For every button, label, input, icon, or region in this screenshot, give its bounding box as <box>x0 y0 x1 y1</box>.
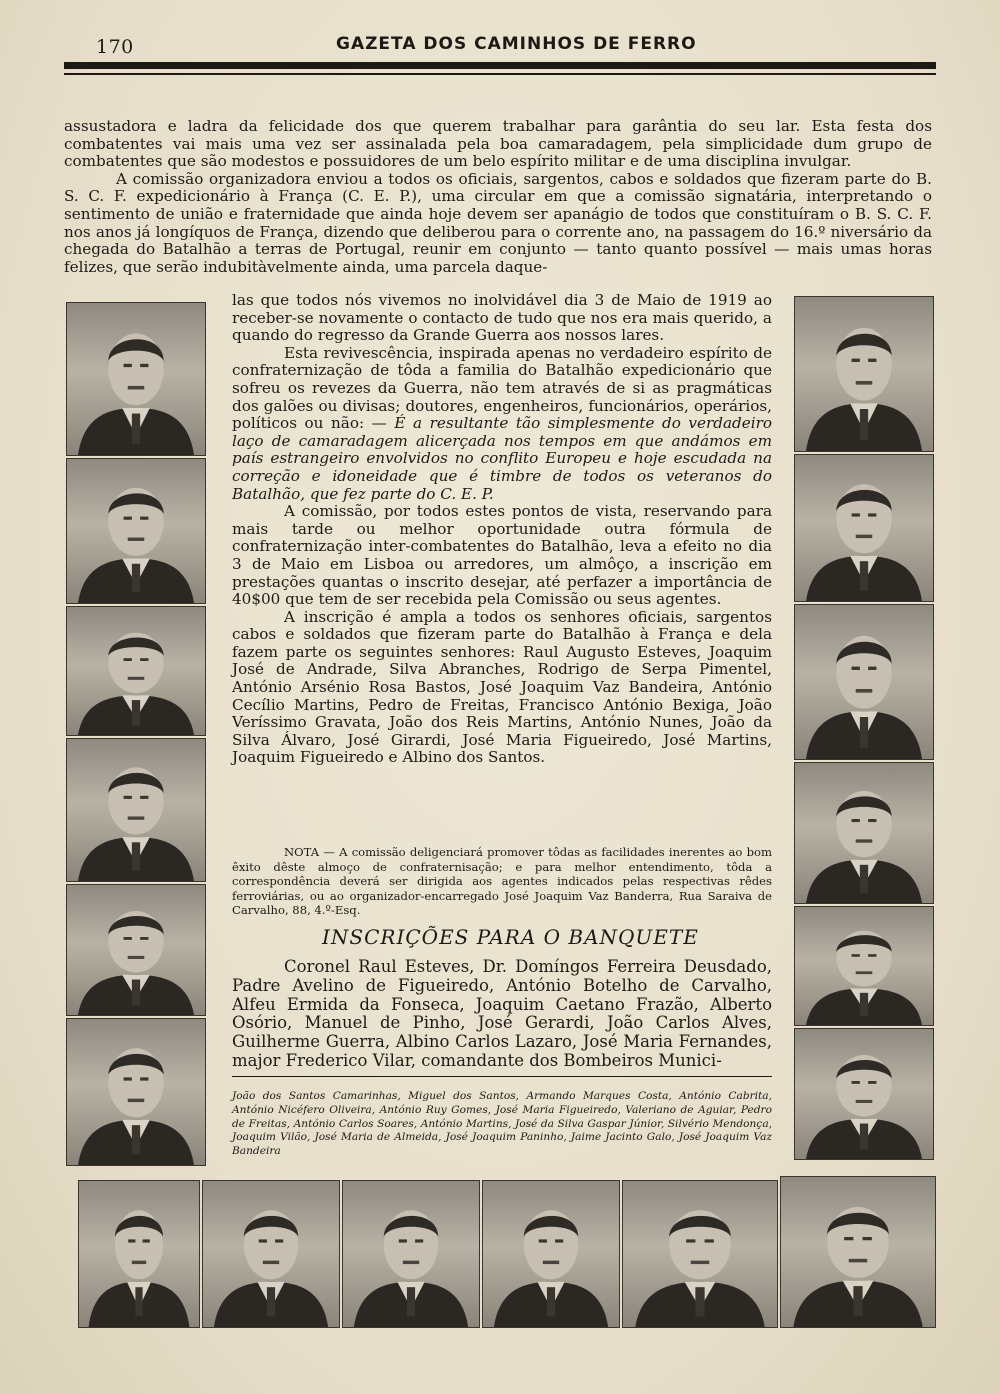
portrait-photo <box>622 1180 778 1328</box>
portrait-silhouette <box>795 1029 933 1159</box>
portrait-photo <box>342 1180 480 1328</box>
paragraph-2-italic-text: É a resultante tão simplesmente do verdadeiro laço de camaradagem alicerçada nos tempos em que andámos em país estrangeiro envolvidos no conflito Europeu e hoje escudada na correção e idoneidade que é timbre de todos os veteranos do Batalhão, que fez parte do C. E. P. <box>232 414 772 503</box>
portrait-photo <box>794 604 934 760</box>
publication-title: GAZETA DOS CAMINHOS DE FERRO <box>336 34 697 54</box>
additional-names: João dos Santos Camarinhas, Miguel dos Santos, Armando Marques Costa, António Cabrita, António Nicéfero Oliveira, António Ruy Gomes, José Maria Figueiredo, Valeriano de Aguiar, Pedro de Freitas, António Carlos Soares, António Martins, José da Silva Gaspar Júnior, Silvério Mendonça, Joaquim Vilão, José Maria de Almeida, José Joaquim Paninho, Jaime Jacinto Galo, José Joaquim Vaz Bandeira <box>232 1090 772 1158</box>
portrait-photo <box>794 1028 934 1160</box>
paragraph-2-text: Esta revivescência, inspirada apenas no verdadeiro espírito de confraternização de tôda a familia do Batalhão expedicionário que sofreu os revezes da Guerra, não tem através de si as pragmáticas dos galões ou divisas; doutores, engenheiros, funcionários, operários, políticos ou não: — <box>232 343 772 433</box>
intro-text <box>64 118 932 276</box>
portrait-photo <box>66 458 206 604</box>
portrait-silhouette <box>795 763 933 903</box>
nota-text <box>232 845 772 918</box>
page-number: 170 <box>96 36 134 58</box>
portrait-photo <box>202 1180 340 1328</box>
portrait-silhouette <box>795 605 933 759</box>
portrait-photo <box>66 884 206 1016</box>
portrait-silhouette <box>795 455 933 601</box>
portrait-photo <box>794 296 934 452</box>
portrait-photo <box>66 302 206 456</box>
portrait-photo <box>794 906 934 1026</box>
portrait-silhouette <box>483 1181 619 1327</box>
portrait-photo <box>780 1176 936 1328</box>
portrait-photo <box>66 738 206 882</box>
portrait-silhouette <box>343 1181 479 1327</box>
portrait-silhouette <box>795 297 933 451</box>
portrait-photo <box>66 606 206 736</box>
banquet-list <box>232 958 772 1071</box>
portrait-silhouette <box>79 1181 199 1327</box>
article-column <box>232 292 772 767</box>
portrait-photo <box>66 1018 206 1166</box>
banquet-paragraph: Coronel Raul Esteves, Dr. Domíngos Ferreira Deusdado, Padre Avelino de Figueiredo, António Botelho de Carvalho, Alfeu Ermida da Fonseca, Joaquim Caetano Frazão, Alberto Osório, Manuel de Pinho, José Gerardi, João Carlos Alves, Guilherme Guerra, Albino Carlos Lazaro, José Maria Fernandes, major Frederico Vilar, comandante dos Bombeiros Munici- <box>232 957 772 1070</box>
portrait-silhouette <box>203 1181 339 1327</box>
portrait-silhouette <box>781 1177 935 1327</box>
intro-paragraph-1: assustadora e ladra da felicidade dos que querem trabalhar para garântia do seu lar. Esta festa dos combatentes vai mais uma vez ser assinalada pela boa camaradagem, pela simplicidade dum grupo de combatentes que são modestos e possuidores de um belo espírito militar e de uma disciplina invulgar. <box>64 117 932 171</box>
portrait-silhouette <box>795 907 933 1025</box>
portrait-silhouette <box>67 607 205 735</box>
column-paragraph-2 <box>232 345 772 503</box>
portrait-silhouette <box>67 303 205 455</box>
portrait-silhouette <box>67 459 205 603</box>
portrait-silhouette <box>623 1181 777 1327</box>
portrait-silhouette <box>67 1019 205 1165</box>
intro-paragraph-2: A comissão organizadora enviou a todos os oficiais, sargentos, cabos e soldados que fizeram parte do B. S. C. F. expedicionário à França (C. E. P.), uma circular em que a comissão signatária, interpretando o sentimento de união e fraternidade que ainda hoje devem ser apanágio de todos que constituíram o B. S. C. F. nos anos já longíquos de França, dizendo que deliberou para o corrente ano, na passagem do 16.º niversário da chegada do Batalhão a terras de Portugal, reunir em conjunto — tanto quanto possível — mais umas horas felizes, que serão indubitàvelmente ainda, uma parcela daque- <box>64 169 932 276</box>
column-paragraph-1: las que todos nós vivemos no inolvidável dia 3 de Maio de 1919 ao receber-se novamente o contacto de tudo que nos era mais querido, a quando do regresso da Grande Guerra aos nossos lares. <box>232 291 772 345</box>
header-rule-thick <box>64 62 936 69</box>
header-rule-thin <box>64 73 936 75</box>
portrait-photo <box>482 1180 620 1328</box>
separator-line <box>232 1076 772 1077</box>
portrait-photo <box>78 1180 200 1328</box>
portrait-photo <box>794 454 934 602</box>
column-paragraph-4: A inscrição é ampla a todos os senhores oficiais, sargentos cabos e soldados que fizeram parte do Batalhão à França e dela fazem parte os seguintes senhores: Raul Augusto Esteves, Joaquim José de Andrade, Silva Abranches, Rodrigo de Serpa Pimentel, António Arsénio Rosa Bastos, José Joaquim Vaz Bandeira, António Cecílio Martins, Pedro de Freitas, Francisco António Bexiga, João Veríssimo Gravata, João dos Reis Martins, António Nunes, João da Silva Álvaro, José Girardi, José Maria Figueiredo, José Martins, Joaquim Figueiredo e Albino dos Santos. <box>232 607 772 767</box>
portrait-photo <box>794 762 934 904</box>
nota-paragraph: NOTA — A comissão deligenciará promover tôdas as facilidades inerentes ao bom êxito dêste almoço de confraternisação; e para melhor entendimento, tôda a correspondência deverá ser dirigida aos agentes indicados pelas respectivas rêdes ferroviárias, ou ao organizador-encarregado José Joaquim Vaz Banderra, Rua Saraiva de Carvalho, 88, 4.º-Esq. <box>232 845 772 918</box>
portrait-silhouette <box>67 885 205 1015</box>
banquet-heading: INSCRIÇÕES PARA O BANQUETE <box>322 925 699 949</box>
portrait-silhouette <box>67 739 205 881</box>
column-paragraph-3: A comissão, por todos estes pontos de vista, reservando para mais tarde ou melhor oportunidade outra fórmula de confraternização inter-combatentes do Batalhão, leva a efeito no dia 3 de Maio em Lisboa ou arredores, um almôço, a inscrição em prestações quantas o inscrito desejar, até perfazer a importância de 40$00 que tem de ser recebida pela Comissão ou seus agentes. <box>232 502 772 609</box>
